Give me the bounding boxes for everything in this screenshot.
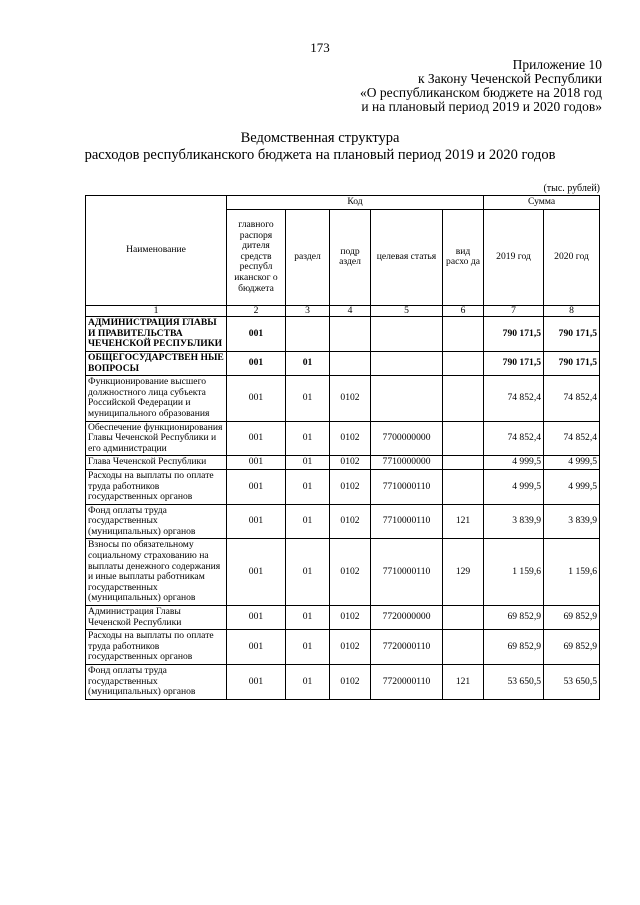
cell-admin-code: 001: [227, 504, 286, 539]
budget-table: [85, 195, 600, 700]
cell-expense-type: 121: [443, 504, 484, 539]
column-number: 2: [227, 305, 286, 317]
appendix-line: «О республиканском бюджете на 2018 год: [359, 85, 602, 100]
cell-section: 01: [286, 504, 330, 539]
column-number: 3: [286, 305, 330, 317]
cell-name: Функционирование высшего должностного лица субъекта Российской Федерации и муниципального образования: [86, 376, 227, 421]
cell-section: 01: [286, 469, 330, 504]
cell-admin-code: 001: [227, 665, 286, 700]
cell-2020: 69 852,9: [544, 630, 600, 665]
column-number: 1: [86, 305, 227, 317]
table-row: [86, 421, 600, 456]
cell-subsection: 0102: [330, 456, 371, 470]
cell-subsection: 0102: [330, 606, 371, 630]
header-code-group: Код: [227, 196, 484, 210]
appendix-line: и на плановый период 2019 и 2020 годов»: [361, 99, 602, 114]
cell-section: [286, 317, 330, 352]
header-section: раздел: [286, 209, 330, 305]
header-expense-type: вид расхо да: [443, 209, 484, 305]
column-number: 4: [330, 305, 371, 317]
cell-section: 01: [286, 376, 330, 421]
column-number-row: [86, 305, 600, 317]
cell-subsection: 0102: [330, 376, 371, 421]
appendix-line: Приложение 10: [512, 57, 602, 72]
cell-section: 01: [286, 539, 330, 606]
cell-section: 01: [286, 606, 330, 630]
cell-2019: 790 171,5: [484, 351, 544, 375]
cell-name: Расходы на выплаты по оплате труда работников государственных органов: [86, 630, 227, 665]
units-label: (тыс. рублей): [543, 183, 600, 194]
page-number: 173: [310, 40, 330, 55]
cell-2020: 3 839,9: [544, 504, 600, 539]
cell-target: 7710000110: [371, 539, 443, 606]
cell-subsection: 0102: [330, 539, 371, 606]
column-number: 7: [484, 305, 544, 317]
document-title: [0, 130, 640, 164]
cell-admin-code: 001: [227, 606, 286, 630]
cell-2019: 53 650,5: [484, 665, 544, 700]
title-line: Ведомственная структура: [240, 130, 400, 146]
cell-name: Взносы по обязательному социальному страхованию на выплаты денежного содержания и иные выплаты работникам государственных (муниципальных) органов: [86, 539, 227, 606]
cell-name: ОБЩЕГОСУДАРСТВЕН НЫЕ ВОПРОСЫ: [86, 351, 227, 375]
cell-admin-code: 001: [227, 539, 286, 606]
cell-admin-code: 001: [227, 376, 286, 421]
header-name: Наименование: [86, 196, 227, 306]
table-row: [86, 456, 600, 470]
cell-expense-type: [443, 421, 484, 456]
cell-name: Расходы на выплаты по оплате труда работников государственных органов: [86, 469, 227, 504]
cell-target: 7700000000: [371, 421, 443, 456]
cell-expense-type: [443, 351, 484, 375]
column-number: 6: [443, 305, 484, 317]
cell-target: 7710000110: [371, 469, 443, 504]
table-row: [86, 630, 600, 665]
cell-admin-code: 001: [227, 421, 286, 456]
cell-2020: 74 852,4: [544, 376, 600, 421]
table-row: [86, 606, 600, 630]
cell-2020: 790 171,5: [544, 317, 600, 352]
cell-name: Обеспечение функционирования Главы Чеченской Республики и его администрации: [86, 421, 227, 456]
title-line: расходов республиканского бюджета на плановый период 2019 и 2020 годов: [84, 147, 556, 163]
column-number: 8: [544, 305, 600, 317]
header-sum-group: Сумма: [484, 196, 600, 210]
cell-admin-code: 001: [227, 317, 286, 352]
table-row: [86, 665, 600, 700]
table-row: [86, 317, 600, 352]
cell-subsection: 0102: [330, 421, 371, 456]
cell-target: [371, 317, 443, 352]
cell-name: Глава Чеченской Республики: [86, 456, 227, 470]
cell-section: 01: [286, 630, 330, 665]
cell-name: Фонд оплаты труда государственных (муниципальных) органов: [86, 665, 227, 700]
table-row: [86, 469, 600, 504]
cell-target: [371, 376, 443, 421]
cell-2020: 4 999,5: [544, 456, 600, 470]
cell-admin-code: 001: [227, 469, 286, 504]
cell-2020: 1 159,6: [544, 539, 600, 606]
cell-expense-type: [443, 606, 484, 630]
cell-name: Фонд оплаты труда государственных (муниципальных) органов: [86, 504, 227, 539]
cell-subsection: 0102: [330, 665, 371, 700]
cell-expense-type: [443, 376, 484, 421]
cell-2019: 4 999,5: [484, 456, 544, 470]
cell-2019: 69 852,9: [484, 606, 544, 630]
header-admin: главного распоря дителя средств республ иканског о бюджета: [227, 209, 286, 305]
cell-subsection: 0102: [330, 504, 371, 539]
header-2019: 2019 год: [484, 209, 544, 305]
cell-section: 01: [286, 456, 330, 470]
cell-expense-type: 129: [443, 539, 484, 606]
cell-2020: 74 852,4: [544, 421, 600, 456]
cell-admin-code: 001: [227, 456, 286, 470]
appendix-line: к Закону Чеченской Республики: [417, 71, 602, 86]
cell-name: АДМИНИСТРАЦИЯ ГЛАВЫ И ПРАВИТЕЛЬСТВА ЧЕЧЕНСКОЙ РЕСПУБЛИКИ: [86, 317, 227, 352]
cell-name: Администрация Главы Чеченской Республики: [86, 606, 227, 630]
cell-expense-type: [443, 456, 484, 470]
cell-section: 01: [286, 421, 330, 456]
cell-subsection: 0102: [330, 469, 371, 504]
cell-target: 7720000000: [371, 606, 443, 630]
header-subsection: подр аздел: [330, 209, 371, 305]
header-target: целевая статья: [371, 209, 443, 305]
cell-subsection: 0102: [330, 630, 371, 665]
cell-2020: 53 650,5: [544, 665, 600, 700]
cell-2019: 3 839,9: [484, 504, 544, 539]
cell-subsection: [330, 351, 371, 375]
cell-2019: 69 852,9: [484, 630, 544, 665]
cell-2019: 74 852,4: [484, 421, 544, 456]
cell-target: 7720000110: [371, 665, 443, 700]
table-row: [86, 504, 600, 539]
cell-target: 7720000110: [371, 630, 443, 665]
cell-subsection: [330, 317, 371, 352]
cell-section: 01: [286, 665, 330, 700]
table-row: [86, 539, 600, 606]
cell-target: 7710000110: [371, 504, 443, 539]
cell-admin-code: 001: [227, 351, 286, 375]
cell-target: 7710000000: [371, 456, 443, 470]
cell-target: [371, 351, 443, 375]
cell-2019: 1 159,6: [484, 539, 544, 606]
cell-section: 01: [286, 351, 330, 375]
table-row: [86, 351, 600, 375]
table-row: [86, 376, 600, 421]
column-number: 5: [371, 305, 443, 317]
appendix-header: [360, 58, 602, 114]
cell-expense-type: [443, 469, 484, 504]
cell-2019: 4 999,5: [484, 469, 544, 504]
cell-2020: 4 999,5: [544, 469, 600, 504]
table-body: [86, 305, 600, 699]
cell-2020: 790 171,5: [544, 351, 600, 375]
cell-2020: 69 852,9: [544, 606, 600, 630]
cell-expense-type: [443, 317, 484, 352]
header-2020: 2020 год: [544, 209, 600, 305]
cell-2019: 790 171,5: [484, 317, 544, 352]
cell-admin-code: 001: [227, 630, 286, 665]
cell-2019: 74 852,4: [484, 376, 544, 421]
cell-expense-type: 121: [443, 665, 484, 700]
cell-expense-type: [443, 630, 484, 665]
